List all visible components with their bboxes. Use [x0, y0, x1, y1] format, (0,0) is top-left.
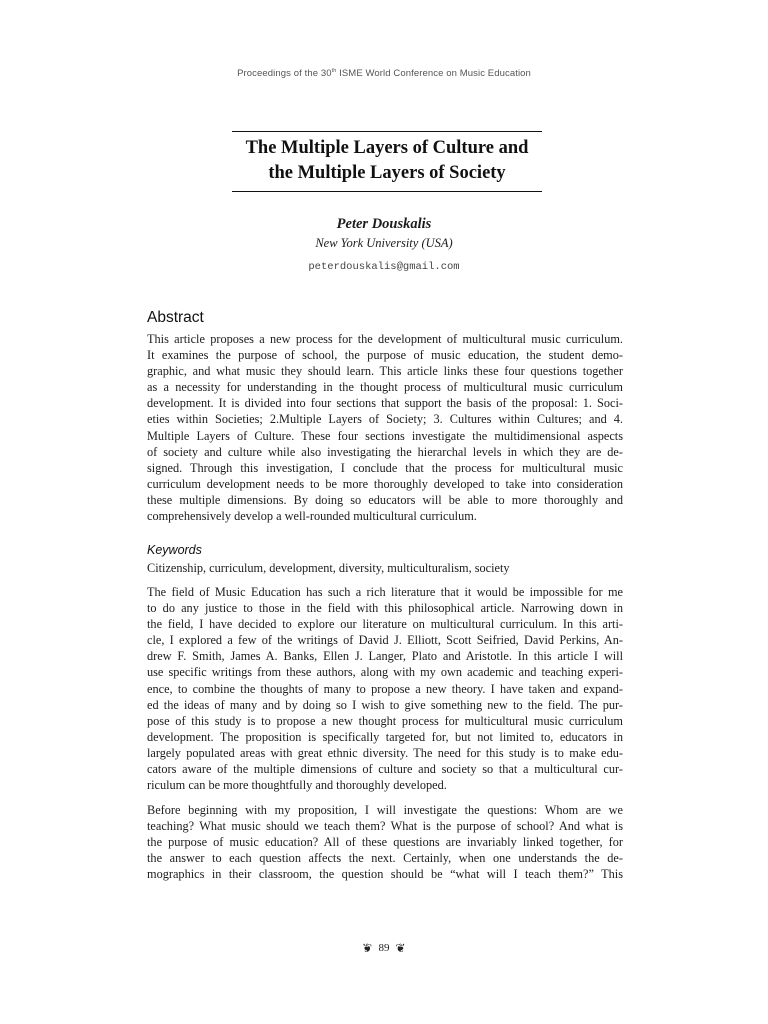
keywords-heading: Keywords [147, 543, 202, 557]
body-line: teaching? What music should we teach them? What is the purpose of school? And what is [147, 819, 623, 834]
author-email: peterdouskalis@gmail.com [308, 261, 460, 273]
abstract-line: Multiple Layers of Culture. These four sections investigate the multidimensional aspects [147, 428, 623, 443]
running-header-suffix: ISME World Conference on Music Education [336, 68, 531, 79]
body-line: largely populated areas with great ethnic diversity. The need for this study is to make edu- [147, 745, 623, 760]
keywords-list: Citizenship, curriculum, development, diversity, multiculturalism, society [147, 561, 510, 575]
abstract-line: comprehensively develop a well-rounded multicultural curriculum. [147, 509, 477, 524]
title-line-2: the Multiple Layers of Society [268, 163, 506, 183]
abstract-heading: Abstract [147, 309, 204, 326]
author-affiliation: New York University (USA) [315, 236, 453, 250]
body-line: riculum can be more thoughtfully and thoroughly developed. [147, 778, 447, 793]
body-line: drew F. Smith, James A. Banks, Ellen J. Langer, Plato and Aristotle. In this article I will [147, 649, 623, 664]
body-line: the answer to each question affects the next. Certainly, when one understands the de- [147, 851, 623, 866]
running-header [0, 68, 768, 79]
body-line: mographics in their classroom, the question should be “what will I teach them?” This [147, 867, 623, 882]
body-line: use specific writings from these authors, along with my own academic and teaching experi- [147, 665, 623, 680]
abstract-line: of society and culture while also investigating the hierarchal levels in which they are de- [147, 444, 623, 459]
body-line: pose of this study is to propose a new thought process for multicultural music curriculum [147, 713, 623, 728]
body-line: to do any justice to those in the field with this philosophical article. Narrowing down in [147, 601, 623, 616]
abstract-line: This article proposes a new process for the development of multicultural music curriculum. [147, 332, 623, 346]
body-line: the purpose of music education? All of these questions are invariably linked together, for [147, 835, 623, 850]
page-footer [0, 941, 768, 955]
ornament-right-icon: ❦ [395, 941, 406, 955]
body-paragraph-2 [147, 802, 623, 882]
author-name: Peter Douskalis [336, 216, 432, 232]
abstract-line: signed. Through this investigation, I conclude that the process for multicultural music [147, 460, 623, 475]
body-line: ed the ideas of many and by doing so I wish to give something new to the field. The pur- [147, 697, 623, 712]
page-number: 89 [378, 942, 390, 954]
body-line: ence, to combine the thoughts of many to propose a new theory. I have taken and expand- [147, 681, 623, 696]
body-line: Before beginning with my proposition, I will investigate the questions: Whom are we [147, 803, 623, 817]
body-line: cators aware of the multiple dimensions of culture and society so that a multicultural cur- [147, 762, 623, 777]
keywords-text [147, 560, 623, 576]
body-line: the field, I have decided to explore our literature on multicultural curriculum. In this arti- [147, 617, 623, 632]
running-header-prefix: Proceedings of the 30 [237, 68, 332, 79]
abstract-line: as a necessity for understanding in the thought process of multicultural music curriculum [147, 380, 623, 395]
body-paragraph-1 [147, 584, 623, 793]
body-line: development. The proposition is specifically targeted for, but not limited to, educators in [147, 729, 623, 744]
abstract-line: eties within Societies; 2.Multiple Layers of Society; 3. Cultures within Cultures; and 4. [147, 412, 623, 427]
paper-title [232, 131, 542, 192]
abstract-text [147, 331, 623, 524]
abstract-line: It examines the purpose of school, the purpose of music education, the student demo- [147, 348, 623, 363]
body-line: The field of Music Education has such a rich literature that it would be impossible for me [147, 585, 623, 599]
title-line-1: The Multiple Layers of Culture and [245, 138, 529, 158]
ornament-left-icon: ❦ [362, 941, 373, 955]
abstract-line: curriculum development needs to be more thoroughly developed to take into consideration [147, 476, 623, 491]
body-line: cle, I explored a few of the writings of David J. Elliott, Scott Seifried, David Perkins, An- [147, 633, 623, 648]
abstract-line: graphic, and what music they should learn. This article links these four questions together [147, 364, 623, 379]
running-header-superscript: th [331, 68, 337, 74]
abstract-line: these multiple dimensions. By doing so educators will be able to more thoroughly and [147, 492, 623, 507]
abstract-line: development. It is divided into four sections that support the basis of the proposal: 1. Soci- [147, 396, 623, 411]
